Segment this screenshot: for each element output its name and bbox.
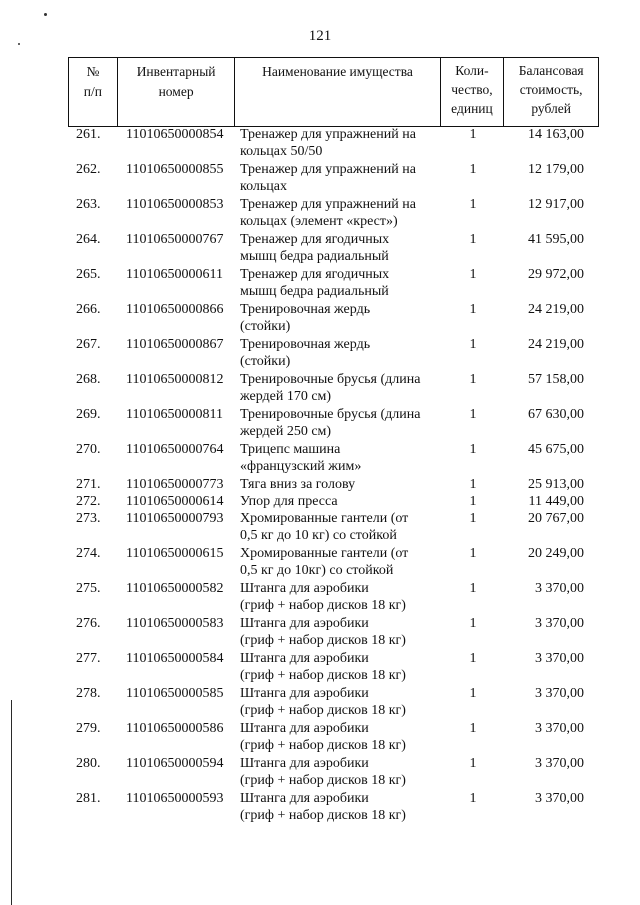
row-inventory-number: 11010650000583 xyxy=(126,616,224,631)
table-row xyxy=(68,720,599,755)
row-quantity: 1 xyxy=(469,721,477,736)
row-balance-value: 11 449,00 xyxy=(528,494,584,509)
row-inventory-number: 11010650000585 xyxy=(126,686,224,701)
table-row xyxy=(68,406,599,441)
row-inventory-number: 11010650000811 xyxy=(126,407,223,422)
header-balance-value: Балансовая стоимость, рублей xyxy=(518,63,584,116)
row-property-name: Тренировочная жердь (стойки) xyxy=(240,302,371,334)
table-row xyxy=(68,126,599,161)
row-property-name: Тренажер для ягодичных мышц бедра радиальный xyxy=(240,267,390,299)
row-quantity: 1 xyxy=(469,511,477,526)
row-quantity: 1 xyxy=(469,267,477,282)
row-inventory-number: 11010650000793 xyxy=(126,511,224,526)
row-inventory-number: 11010650000614 xyxy=(126,494,224,509)
row-property-name: Тяга вниз за голову xyxy=(240,477,356,492)
row-balance-value: 67 630,00 xyxy=(528,407,584,422)
row-quantity: 1 xyxy=(469,162,477,177)
row-property-name: Штанга для аэробики (гриф + набор дисков 18 кг) xyxy=(240,616,406,648)
row-number: 276. xyxy=(76,616,101,631)
table-row xyxy=(68,266,599,301)
row-number: 275. xyxy=(76,581,101,596)
row-property-name: Хромированные гантели (от 0,5 кг до 10 кг) со стойкой xyxy=(240,511,409,543)
row-inventory-number: 11010650000584 xyxy=(126,651,224,666)
row-property-name: Трицепс машина «французский жим» xyxy=(240,442,362,474)
scan-edge-line xyxy=(11,700,12,905)
row-inventory-number: 11010650000582 xyxy=(126,581,224,596)
row-quantity: 1 xyxy=(469,372,477,387)
row-balance-value: 3 370,00 xyxy=(535,791,584,806)
row-quantity: 1 xyxy=(469,302,477,317)
row-quantity: 1 xyxy=(469,546,477,561)
row-balance-value: 12 917,00 xyxy=(528,197,584,212)
table-row xyxy=(68,790,599,825)
row-inventory-number: 11010650000764 xyxy=(126,442,224,457)
row-inventory-number: 11010650000855 xyxy=(126,162,224,177)
table-row xyxy=(68,441,599,476)
row-number: 261. xyxy=(76,127,101,142)
row-inventory-number: 11010650000615 xyxy=(126,546,224,561)
table-row xyxy=(68,545,599,580)
row-property-name: Штанга для аэробики (гриф + набор дисков 18 кг) xyxy=(240,791,406,823)
table-row xyxy=(68,196,599,231)
table-row xyxy=(68,301,599,336)
row-number: 270. xyxy=(76,442,101,457)
row-quantity: 1 xyxy=(469,756,477,771)
row-balance-value: 20 767,00 xyxy=(528,511,584,526)
row-number: 269. xyxy=(76,407,101,422)
page-number: 121 xyxy=(308,28,332,44)
table-row xyxy=(68,161,599,196)
row-balance-value: 24 219,00 xyxy=(528,302,584,317)
row-balance-value: 29 972,00 xyxy=(528,267,584,282)
row-property-name: Тренировочная жердь (стойки) xyxy=(240,337,371,369)
row-balance-value: 25 913,00 xyxy=(528,477,584,492)
row-balance-value: 14 163,00 xyxy=(528,127,584,142)
table-row xyxy=(68,493,599,510)
row-inventory-number: 11010650000854 xyxy=(126,127,224,142)
row-balance-value: 3 370,00 xyxy=(535,616,584,631)
row-number: 267. xyxy=(76,337,101,352)
row-number: 265. xyxy=(76,267,101,282)
row-property-name: Штанга для аэробики (гриф + набор дисков 18 кг) xyxy=(240,581,406,613)
row-balance-value: 24 219,00 xyxy=(528,337,584,352)
table-body xyxy=(68,126,599,825)
row-quantity: 1 xyxy=(469,616,477,631)
row-balance-value: 45 675,00 xyxy=(528,442,584,457)
row-inventory-number: 11010650000611 xyxy=(126,267,223,282)
table-row xyxy=(68,371,599,406)
row-inventory-number: 11010650000586 xyxy=(126,721,224,736)
row-property-name: Тренажер для упражнений на кольцах 50/50 xyxy=(240,127,416,159)
table-row xyxy=(68,685,599,720)
row-quantity: 1 xyxy=(469,337,477,352)
row-property-name: Тренировочные брусья (длина жердей 170 см) xyxy=(240,372,421,404)
header-quantity: Коли- чество, единиц xyxy=(441,58,505,126)
row-number: 278. xyxy=(76,686,101,701)
row-quantity: 1 xyxy=(469,407,477,422)
row-number: 262. xyxy=(76,162,101,177)
header-property-name: Наименование имущества xyxy=(235,58,440,126)
row-number: 280. xyxy=(76,756,101,771)
row-balance-value: 3 370,00 xyxy=(535,756,584,771)
row-property-name: Тренажер для ягодичных мышц бедра радиальный xyxy=(240,232,390,264)
scan-speck xyxy=(44,13,47,16)
row-number: 266. xyxy=(76,302,101,317)
row-property-name: Штанга для аэробики (гриф + набор дисков 18 кг) xyxy=(240,651,406,683)
row-quantity: 1 xyxy=(469,197,477,212)
table-row xyxy=(68,650,599,685)
row-quantity: 1 xyxy=(469,442,477,457)
row-quantity: 1 xyxy=(469,494,477,509)
row-number: 277. xyxy=(76,651,101,666)
row-number: 272. xyxy=(76,494,101,509)
row-property-name: Штанга для аэробики (гриф + набор дисков 18 кг) xyxy=(240,686,406,718)
header-inventory-number: Инвентарный номер xyxy=(118,58,236,126)
table-row xyxy=(68,231,599,266)
row-inventory-number: 11010650000866 xyxy=(126,302,224,317)
row-quantity: 1 xyxy=(469,477,477,492)
table-row xyxy=(68,510,599,545)
row-quantity: 1 xyxy=(469,791,477,806)
row-balance-value: 3 370,00 xyxy=(535,651,584,666)
row-number: 281. xyxy=(76,791,101,806)
table-row xyxy=(68,615,599,650)
row-quantity: 1 xyxy=(469,127,477,142)
row-quantity: 1 xyxy=(469,651,477,666)
row-inventory-number: 11010650000593 xyxy=(126,791,224,806)
row-property-name: Упор для пресса xyxy=(240,494,338,509)
row-number: 268. xyxy=(76,372,101,387)
row-inventory-number: 11010650000812 xyxy=(126,372,224,387)
row-quantity: 1 xyxy=(469,686,477,701)
row-number: 263. xyxy=(76,197,101,212)
row-balance-value: 57 158,00 xyxy=(528,372,584,387)
table-row xyxy=(68,336,599,371)
row-inventory-number: 11010650000867 xyxy=(126,337,224,352)
row-balance-value: 20 249,00 xyxy=(528,546,584,561)
row-inventory-number: 11010650000594 xyxy=(126,756,224,771)
row-quantity: 1 xyxy=(469,581,477,596)
table-row xyxy=(68,476,599,493)
table-row xyxy=(68,755,599,790)
row-balance-value: 12 179,00 xyxy=(528,162,584,177)
row-property-name: Штанга для аэробики (гриф + набор дисков 18 кг) xyxy=(240,756,406,788)
header-number: № п/п xyxy=(69,58,118,126)
row-balance-value: 41 595,00 xyxy=(528,232,584,247)
row-balance-value: 3 370,00 xyxy=(535,721,584,736)
row-number: 273. xyxy=(76,511,101,526)
row-number: 279. xyxy=(76,721,101,736)
row-property-name: Хромированные гантели (от 0,5 кг до 10кг) со стойкой xyxy=(240,546,409,578)
row-number: 271. xyxy=(76,477,101,492)
row-balance-value: 3 370,00 xyxy=(535,686,584,701)
row-property-name: Тренажер для упражнений на кольцах (элемент «крест») xyxy=(240,197,416,229)
row-number: 264. xyxy=(76,232,101,247)
row-property-name: Тренажер для упражнений на кольцах xyxy=(240,162,416,194)
table-row xyxy=(68,580,599,615)
row-property-name: Штанга для аэробики (гриф + набор дисков 18 кг) xyxy=(240,721,406,753)
row-property-name: Тренировочные брусья (длина жердей 250 см) xyxy=(240,407,421,439)
row-inventory-number: 11010650000853 xyxy=(126,197,224,212)
row-quantity: 1 xyxy=(469,232,477,247)
row-inventory-number: 11010650000773 xyxy=(126,477,224,492)
table-header xyxy=(68,57,599,127)
row-balance-value: 3 370,00 xyxy=(535,581,584,596)
row-inventory-number: 11010650000767 xyxy=(126,232,224,247)
row-number: 274. xyxy=(76,546,101,561)
